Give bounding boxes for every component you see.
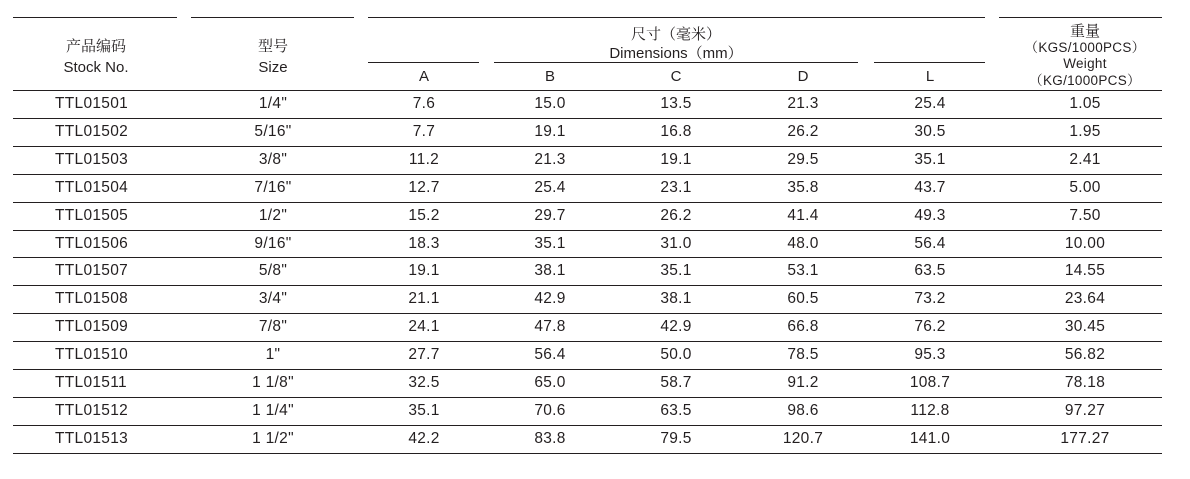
size-cell: 1" [265, 346, 281, 363]
stock-no-cell: TTL01512 [55, 402, 129, 419]
dim-d-cell: 41.4 [787, 207, 819, 224]
dim-d-cell: 21.3 [787, 95, 819, 112]
dim-l-cell: 63.5 [914, 262, 946, 279]
dim-c-cell: 63.5 [660, 402, 692, 419]
stock-no-cell: TTL01508 [55, 290, 129, 307]
dim-l-cell: 49.3 [914, 207, 946, 224]
stock-no-header-en: Stock No. [63, 59, 129, 76]
dim-l-cell: 30.5 [914, 123, 946, 140]
dim-l-cell: 43.7 [914, 179, 946, 196]
dim-d-cell: 29.5 [787, 151, 819, 168]
top-rule-size [191, 17, 354, 18]
dim-col-header-d: D [797, 68, 809, 85]
size-cell: 5/16" [254, 123, 292, 140]
dim-b-cell: 19.1 [534, 123, 566, 140]
size-cell: 1 1/8" [252, 374, 294, 391]
size-header-cn: 型号 [257, 38, 288, 55]
top-rule-stock [13, 17, 177, 18]
dim-d-cell: 35.8 [787, 179, 819, 196]
dim-b-cell: 25.4 [534, 179, 566, 196]
weight-cell: 7.50 [1069, 207, 1101, 224]
dim-l-cell: 73.2 [914, 290, 946, 307]
dim-b-cell: 70.6 [534, 402, 566, 419]
dim-a-cell: 12.7 [408, 179, 440, 196]
dim-l-cell: 35.1 [914, 151, 946, 168]
subrule-l [874, 62, 985, 63]
weight-cell: 1.95 [1069, 123, 1101, 140]
weight-cell: 10.00 [1064, 235, 1106, 252]
dim-b-cell: 21.3 [534, 151, 566, 168]
subrule-bcd [494, 62, 858, 63]
dim-c-cell: 50.0 [660, 346, 692, 363]
size-cell: 7/16" [254, 179, 292, 196]
weight-cell: 97.27 [1064, 402, 1106, 419]
dim-c-cell: 16.8 [660, 123, 692, 140]
size-cell: 9/16" [254, 235, 292, 252]
weight-cell: 56.82 [1064, 346, 1106, 363]
row-rule [13, 118, 1162, 119]
dimensions-header-cn: 尺寸（毫米） [630, 26, 721, 43]
dim-l-cell: 141.0 [909, 430, 951, 447]
dimensions-header-en: Dimensions（mm） [609, 45, 743, 62]
row-rule [13, 285, 1162, 286]
weight-cell: 2.41 [1069, 151, 1101, 168]
dim-l-cell: 112.8 [910, 402, 950, 419]
weight-cell: 78.18 [1064, 374, 1106, 391]
dim-l-cell: 76.2 [914, 318, 946, 335]
dim-l-cell: 108.7 [909, 374, 951, 391]
weight-header-kg: （KG/1000PCS） [1029, 73, 1141, 88]
dim-a-cell: 21.1 [408, 290, 440, 307]
dim-c-cell: 23.1 [660, 179, 692, 196]
dim-col-header-a: A [418, 68, 429, 85]
row-rule [13, 397, 1162, 398]
row-rule [13, 341, 1162, 342]
weight-cell: 177.27 [1060, 430, 1110, 447]
dim-d-cell: 48.0 [787, 235, 819, 252]
dim-b-cell: 47.8 [534, 318, 566, 335]
stock-no-cell: TTL01513 [55, 430, 129, 447]
dim-b-cell: 29.7 [534, 207, 566, 224]
row-rule [13, 453, 1162, 454]
size-cell: 3/8" [258, 151, 288, 168]
row-rule [13, 230, 1162, 231]
row-rule [13, 257, 1162, 258]
dim-a-cell: 7.6 [412, 95, 436, 112]
dim-d-cell: 78.5 [787, 346, 819, 363]
dim-b-cell: 38.1 [534, 262, 566, 279]
dim-b-cell: 83.8 [534, 430, 566, 447]
dim-a-cell: 18.3 [408, 235, 440, 252]
dim-b-cell: 15.0 [534, 95, 566, 112]
size-cell: 3/4" [258, 290, 288, 307]
top-rule-weight [999, 17, 1162, 18]
row-rule [13, 313, 1162, 314]
size-cell: 1 1/4" [252, 402, 294, 419]
dim-c-cell: 79.5 [660, 430, 692, 447]
dim-a-cell: 35.1 [408, 402, 440, 419]
row-rule [13, 369, 1162, 370]
dim-d-cell: 60.5 [787, 290, 819, 307]
weight-header-en: Weight [1063, 56, 1107, 71]
weight-cell: 14.55 [1064, 262, 1106, 279]
weight-cell: 23.64 [1064, 290, 1106, 307]
dim-a-cell: 15.2 [408, 207, 440, 224]
dim-col-header-b: B [544, 68, 555, 85]
dim-d-cell: 91.2 [787, 374, 819, 391]
dim-a-cell: 24.1 [408, 318, 440, 335]
dim-a-cell: 27.7 [408, 346, 440, 363]
size-cell: 7/8" [258, 318, 288, 335]
dim-a-cell: 19.1 [408, 262, 440, 279]
stock-no-cell: TTL01501 [55, 95, 129, 112]
dim-b-cell: 42.9 [534, 290, 566, 307]
dim-col-header-l: L [925, 68, 935, 85]
dim-c-cell: 31.0 [660, 235, 692, 252]
weight-cell: 1.05 [1069, 95, 1101, 112]
subrule-a [368, 62, 479, 63]
stock-no-cell: TTL01505 [55, 207, 129, 224]
dim-a-cell: 32.5 [408, 374, 440, 391]
dim-l-cell: 25.4 [914, 95, 946, 112]
dim-c-cell: 38.1 [660, 290, 692, 307]
stock-no-cell: TTL01503 [55, 151, 129, 168]
dim-col-header-c: C [670, 68, 682, 85]
row-rule [13, 174, 1162, 175]
dim-b-cell: 35.1 [534, 235, 566, 252]
stock-no-cell: TTL01507 [55, 262, 129, 279]
stock-no-cell: TTL01509 [55, 318, 129, 335]
dim-d-cell: 53.1 [787, 262, 819, 279]
stock-no-header-cn: 产品编码 [65, 38, 126, 55]
dim-b-cell: 65.0 [534, 374, 566, 391]
dim-l-cell: 56.4 [914, 235, 946, 252]
dim-d-cell: 66.8 [787, 318, 819, 335]
dim-c-cell: 42.9 [660, 318, 692, 335]
weight-header-kgs: （KGS/1000PCS） [1024, 40, 1146, 55]
dim-c-cell: 35.1 [660, 262, 692, 279]
dim-c-cell: 58.7 [660, 374, 692, 391]
dim-c-cell: 26.2 [660, 207, 692, 224]
row-rule [13, 202, 1162, 203]
size-header-en: Size [258, 59, 288, 76]
stock-no-cell: TTL01502 [55, 123, 129, 140]
dim-d-cell: 98.6 [787, 402, 819, 419]
size-cell: 1/2" [258, 207, 288, 224]
row-rule [13, 425, 1162, 426]
stock-no-cell: TTL01506 [55, 235, 129, 252]
dim-d-cell: 26.2 [787, 123, 819, 140]
weight-cell: 30.45 [1064, 318, 1106, 335]
stock-no-cell: TTL01511 [55, 374, 127, 391]
dim-a-cell: 11.2 [408, 151, 440, 168]
size-cell: 5/8" [258, 262, 288, 279]
dim-d-cell: 120.7 [782, 430, 824, 447]
size-cell: 1/4" [258, 95, 288, 112]
weight-cell: 5.00 [1069, 179, 1101, 196]
row-rule [13, 146, 1162, 147]
dim-b-cell: 56.4 [534, 346, 566, 363]
dim-l-cell: 95.3 [914, 346, 946, 363]
weight-header-cn: 重量 [1069, 23, 1100, 40]
stock-no-cell: TTL01504 [55, 179, 129, 196]
dim-c-cell: 19.1 [660, 151, 692, 168]
size-cell: 1 1/2" [252, 430, 294, 447]
top-rule-dimensions [368, 17, 985, 18]
header-bottom-rule [13, 90, 1162, 91]
dim-c-cell: 13.5 [660, 95, 692, 112]
stock-no-cell: TTL01510 [55, 346, 129, 363]
dim-a-cell: 7.7 [412, 123, 436, 140]
dim-a-cell: 42.2 [408, 430, 440, 447]
